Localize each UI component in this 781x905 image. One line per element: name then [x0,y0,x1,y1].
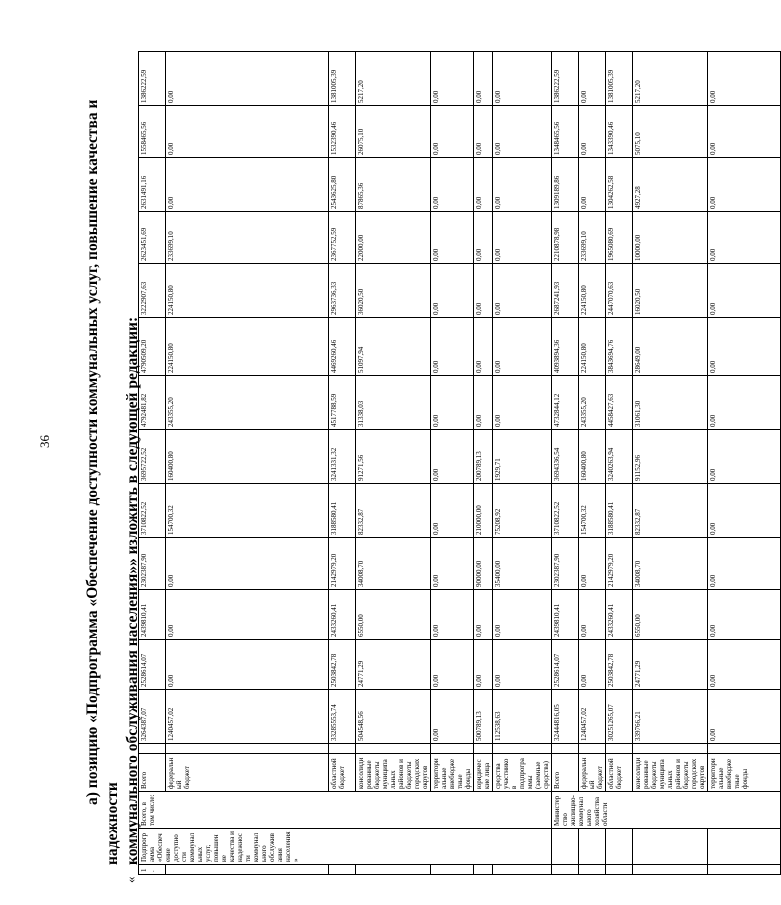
source-label-cell: территориальные внебюджетные фонды [708,754,781,792]
value-cell: 0,00 [579,106,606,158]
value-cell: 3240263,94 [606,430,633,484]
empty-cell [166,744,329,754]
value-cell: 0,00 [708,106,781,158]
program-name-cell [606,829,633,865]
value-cell: 16020,50 [633,264,708,318]
value-cell: 2503842,78 [329,640,356,690]
value-cell: 0,00 [708,590,781,640]
value-cell: 0,00 [431,640,474,690]
value-cell: 4790509,20 [139,318,166,376]
table-row [356,52,431,875]
value-cell: 0,00 [474,264,493,318]
source-label-cell: консолидированные бюджеты муниципальных районов и бюджеты городских округов [633,754,708,792]
value-cell: 224150,80 [579,318,606,376]
table-row [431,52,474,875]
value-cell: 1343390,46 [606,106,633,158]
value-cell: 82332,87 [356,484,431,538]
value-cell: 0,00 [493,376,552,430]
value-cell: 224150,80 [579,264,606,318]
value-cell: 28649,00 [633,318,708,376]
value-cell: 0,00 [579,590,606,640]
value-cell: 0,00 [431,430,474,484]
executor-cell: Министерство жилищно-коммунального хозяйства области [552,792,781,829]
source-label-cell: территориальные внебюджетные фонды [431,754,474,792]
value-cell: 224150,80 [166,264,329,318]
value-cell: 0,00 [493,640,552,690]
value-cell: 2528614,07 [552,640,579,690]
value-cell: 4469260,46 [329,318,356,376]
value-cell: 4732844,12 [552,376,579,430]
value-cell: 32444816,05 [552,690,579,744]
value-cell: 0,00 [474,376,493,430]
value-cell: 1929,71 [493,430,552,484]
empty-cell [493,744,552,754]
heading-line-2: коммунального обслуживания населения»» изложить в следующей редакции: [124,316,141,865]
value-cell: 24771,29 [633,640,708,690]
value-cell: 0,00 [708,538,781,590]
value-cell: 2433260,41 [329,590,356,640]
value-cell: 4093894,36 [552,318,579,376]
value-cell: 0,00 [708,158,781,212]
value-cell: 0,00 [493,106,552,158]
value-cell: 0,00 [431,52,474,106]
source-label-cell: Всего [552,754,579,792]
value-cell: 0,00 [579,640,606,690]
source-label-cell: Всего [139,754,166,792]
value-cell: 3188580,41 [606,484,633,538]
value-cell: 2623451,69 [139,212,166,264]
value-cell: 2963736,33 [329,264,356,318]
value-cell: 0,00 [493,264,552,318]
row-number-cell [579,865,606,875]
table-row [579,52,606,875]
row-number-cell [166,865,329,875]
value-cell: 34008,70 [633,538,708,590]
value-cell: 0,00 [166,158,329,212]
table-row [139,52,166,875]
value-cell: 500789,13 [474,690,493,744]
empty-cell [606,744,633,754]
value-cell: 0,00 [474,640,493,690]
table-row [166,52,329,875]
value-cell: 22000,00 [356,212,431,264]
value-cell: 0,00 [493,158,552,212]
empty-cell [708,744,781,754]
row-number-cell [474,865,493,875]
value-cell: 2433260,41 [606,590,633,640]
value-cell: 4792481,82 [139,376,166,430]
value-cell: 0,00 [493,212,552,264]
source-label-cell: федеральный бюджет [579,754,606,792]
value-cell: 0,00 [166,590,329,640]
value-cell: 5217,20 [633,52,708,106]
value-cell: 1558465,56 [139,106,166,158]
value-cell: 2302387,90 [552,538,579,590]
value-cell: 0,00 [708,484,781,538]
row-number-cell [356,865,431,875]
value-cell: 0,00 [579,538,606,590]
empty-cell [431,744,474,754]
value-cell: 0,00 [431,106,474,158]
value-cell: 224150,80 [166,318,329,376]
row-number-cell [329,865,356,875]
value-cell: 82332,87 [633,484,708,538]
value-cell: 1386222,59 [552,52,579,106]
value-cell: 160400,80 [579,430,606,484]
value-cell: 160400,80 [166,430,329,484]
value-cell: 200789,13 [474,430,493,484]
table-row [606,52,633,875]
value-cell: 2142979,20 [606,538,633,590]
value-cell: 0,00 [166,52,329,106]
value-cell: 1348465,56 [552,106,579,158]
value-cell: 3694336,54 [552,430,579,484]
source-label-cell: консолидированные бюджеты муниципальных районов и бюджеты городских округов [356,754,431,792]
value-cell: 34008,70 [356,538,431,590]
value-cell: 6550,00 [633,590,708,640]
value-cell: 0,00 [431,264,474,318]
source-label-cell: федеральный бюджет [166,754,329,792]
value-cell: 1240457,02 [166,690,329,744]
empty-cell [579,744,606,754]
value-cell: 4517788,59 [329,376,356,430]
value-cell: 2302387,90 [139,538,166,590]
value-cell: 0,00 [474,212,493,264]
row-number-cell [552,865,579,875]
value-cell: 1965080,69 [606,212,633,264]
value-cell: 0,00 [431,484,474,538]
source-label-cell: областной бюджет [329,754,356,792]
value-cell: 30251265,07 [606,690,633,744]
empty-cell [474,744,493,754]
value-cell: 0,00 [579,52,606,106]
value-cell: 1532390,46 [329,106,356,158]
value-cell: 0,00 [431,376,474,430]
value-cell: 91271,56 [356,430,431,484]
opening-quote-mark: « [123,876,138,883]
value-cell: 233699,10 [579,212,606,264]
row-number-cell [431,865,474,875]
empty-cell [329,744,356,754]
table-row [329,52,356,875]
value-cell: 90000,00 [474,538,493,590]
value-cell: 2367752,59 [329,212,356,264]
value-cell: 112538,63 [493,690,552,744]
value-cell: 2631491,16 [139,158,166,212]
row-number-cell [708,865,781,875]
value-cell: 1240457,02 [579,690,606,744]
value-cell: 51097,94 [356,318,431,376]
source-label-cell: юридические лица [474,754,493,792]
value-cell: 0,00 [474,318,493,376]
row-number-cell [633,865,708,875]
value-cell: 0,00 [708,376,781,430]
empty-cell [139,744,166,754]
value-cell: 31338,03 [356,376,431,430]
value-cell: 2439810,41 [552,590,579,640]
value-cell: 1304262,58 [606,158,633,212]
row-number-cell [493,865,552,875]
value-cell: 2447070,63 [606,264,633,318]
value-cell: 4927,28 [633,158,708,212]
source-label-cell: областной бюджет [606,754,633,792]
value-cell: 3222907,63 [139,264,166,318]
value-cell: 0,00 [708,264,781,318]
value-cell: 4458427,63 [606,376,633,430]
value-cell: 26075,10 [356,106,431,158]
value-cell: 0,00 [431,690,474,744]
value-cell: 2503842,78 [606,640,633,690]
value-cell: 5217,20 [356,52,431,106]
value-cell: 233699,10 [166,212,329,264]
value-cell: 2687241,93 [552,264,579,318]
value-cell: 0,00 [474,590,493,640]
executor-cell: Всего, в том числе: [139,792,552,829]
value-cell: 3188580,41 [329,484,356,538]
program-name-cell [552,829,579,865]
value-cell: 154700,32 [166,484,329,538]
value-cell: 91152,96 [633,430,708,484]
table-row [474,52,493,875]
value-cell: 24771,29 [356,640,431,690]
value-cell: 10000,00 [633,212,708,264]
value-cell: 0,00 [431,538,474,590]
row-number-cell: 1. [139,865,166,875]
value-cell: 2543625,80 [329,158,356,212]
value-cell: 0,00 [493,52,552,106]
program-name-cell [708,829,781,865]
value-cell: 3710822,52 [139,484,166,538]
empty-cell [633,744,708,754]
value-cell: 0,00 [708,690,781,744]
value-cell: 0,00 [166,538,329,590]
value-cell: 210000,00 [474,484,493,538]
value-cell: 3695722,52 [139,430,166,484]
source-label-cell: средства участников подпрограммы (заемные средства) [493,754,552,792]
value-cell: 0,00 [166,640,329,690]
value-cell: 1381005,39 [606,52,633,106]
value-cell: 31061,30 [633,376,708,430]
value-cell: 35400,00 [493,538,552,590]
value-cell: 0,00 [474,106,493,158]
value-cell: 504548,56 [356,690,431,744]
value-cell: 33285553,74 [329,690,356,744]
value-cell: 0,00 [708,318,781,376]
value-cell: 75208,92 [493,484,552,538]
value-cell: 0,00 [708,212,781,264]
value-cell: 1309189,86 [552,158,579,212]
value-cell: 0,00 [474,158,493,212]
value-cell: 1386222,59 [139,52,166,106]
program-name-cell [633,829,708,865]
program-name-cell: Подпрограмма «Обеспечение доступности коммунальных услуг, повышение качества и надежности коммунального обслуживания населения» [139,829,552,865]
value-cell: 3710822,52 [552,484,579,538]
value-cell: 2142979,20 [329,538,356,590]
financing-table [138,51,781,875]
empty-cell [552,744,579,754]
value-cell: 0,00 [708,640,781,690]
empty-cell [356,744,431,754]
value-cell: 339766,21 [633,690,708,744]
value-cell: 2528614,07 [139,640,166,690]
value-cell: 0,00 [166,106,329,158]
value-cell: 0,00 [431,318,474,376]
program-name-cell [579,829,606,865]
heading-line-1: а) позицию «Подпрограмма «Обеспечение доступности коммунальных услуг, повышение качества и надежности [84,99,121,865]
table-row [708,52,781,875]
value-cell: 0,00 [431,590,474,640]
value-cell: 154700,32 [579,484,606,538]
value-cell: 2210878,98 [552,212,579,264]
page-number: 36 [37,435,52,448]
value-cell: 1381005,39 [329,52,356,106]
value-cell: 3843694,76 [606,318,633,376]
value-cell: 243355,20 [579,376,606,430]
table-row [633,52,708,875]
value-cell: 243355,20 [166,376,329,430]
value-cell: 36020,50 [356,264,431,318]
row-number-cell [606,865,633,875]
value-cell: 0,00 [579,158,606,212]
value-cell: 0,00 [474,52,493,106]
value-cell: 5075,10 [633,106,708,158]
value-cell: 0,00 [431,212,474,264]
value-cell: 0,00 [493,318,552,376]
section-heading [83,45,143,865]
value-cell: 0,00 [493,590,552,640]
value-cell: 0,00 [708,430,781,484]
table-row [493,52,552,875]
value-cell: 3264387,07 [139,690,166,744]
value-cell: 0,00 [708,52,781,106]
table-row [552,52,579,875]
value-cell: 87865,36 [356,158,431,212]
value-cell: 2439810,41 [139,590,166,640]
value-cell: 3241331,32 [329,430,356,484]
value-cell: 6550,00 [356,590,431,640]
value-cell: 0,00 [431,158,474,212]
